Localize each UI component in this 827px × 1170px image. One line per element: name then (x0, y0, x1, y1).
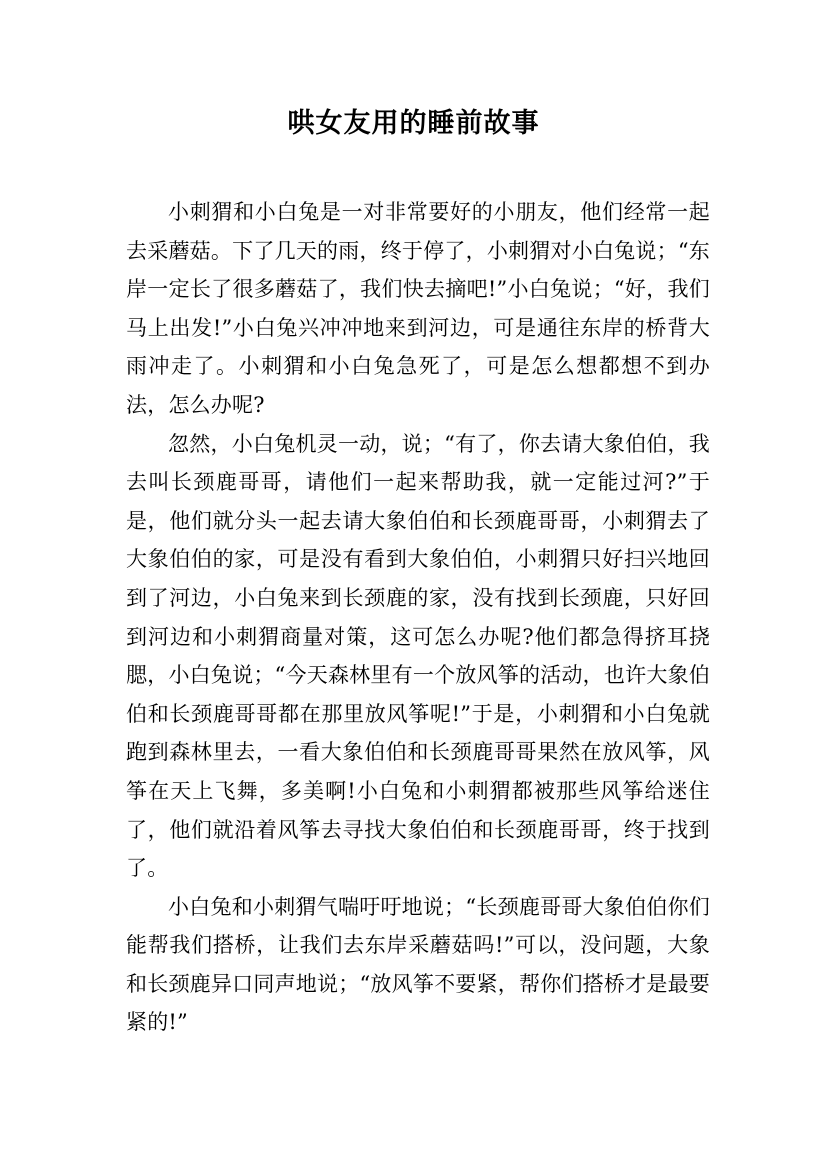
paragraph-1: 小刺猬和小白兔是一对非常要好的小朋友，他们经常一起去采蘑菇。下了几天的雨，终于停了，小刺猬对小白兔说；“东岸一定长了很多蘑菇了，我们快去摘吧!”小白兔说；“好，我们马上出发!”小白兔兴冲冲地来到河边，可是通往东岸的桥背大雨冲走了。小刺猬和小白兔急死了，可是怎么想都想不到办法，怎么办呢? (126, 200, 710, 417)
paragraph-2: 忽然，小白兔机灵一动，说；“有了，你去请大象伯伯，我去叫长颈鹿哥哥，请他们一起来帮助我，就一定能过河?”于是，他们就分头一起去请大象伯伯和长颈鹿哥哥，小刺猬去了大象伯伯的家，可是没有看到大象伯伯，小刺猬只好扫兴地回到了河边，小白兔来到长颈鹿的家，没有找到长颈鹿，只好回到河边和小刺猬商量对策，这可怎么办呢?他们都急得挤耳挠腮，小白兔说；“今天森林里有一个放风筝的活动，也许大象伯伯和长颈鹿哥哥都在那里放风筝呢!”于是，小刺猬和小白兔就跑到森林里去，一看大象伯伯和长颈鹿哥哥果然在放风筝，风筝在天上飞舞，多美啊!小白兔和小刺猬都被那些风筝给迷住了，他们就沿着风筝去寻找大象伯伯和长颈鹿哥哥，终于找到了。 (126, 431, 710, 881)
paragraph-3: 小白兔和小刺猬气喘吁吁地说；“长颈鹿哥哥大象伯伯你们能帮我们搭桥，让我们去东岸采蘑菇吗!”可以，没问题，大象和长颈鹿异口同声地说；“放风筝不要紧，帮你们搭桥才是最要紧的!” (126, 894, 710, 1035)
document-title: 哄女友用的睡前故事 (287, 108, 540, 139)
document-body (126, 193, 710, 1042)
